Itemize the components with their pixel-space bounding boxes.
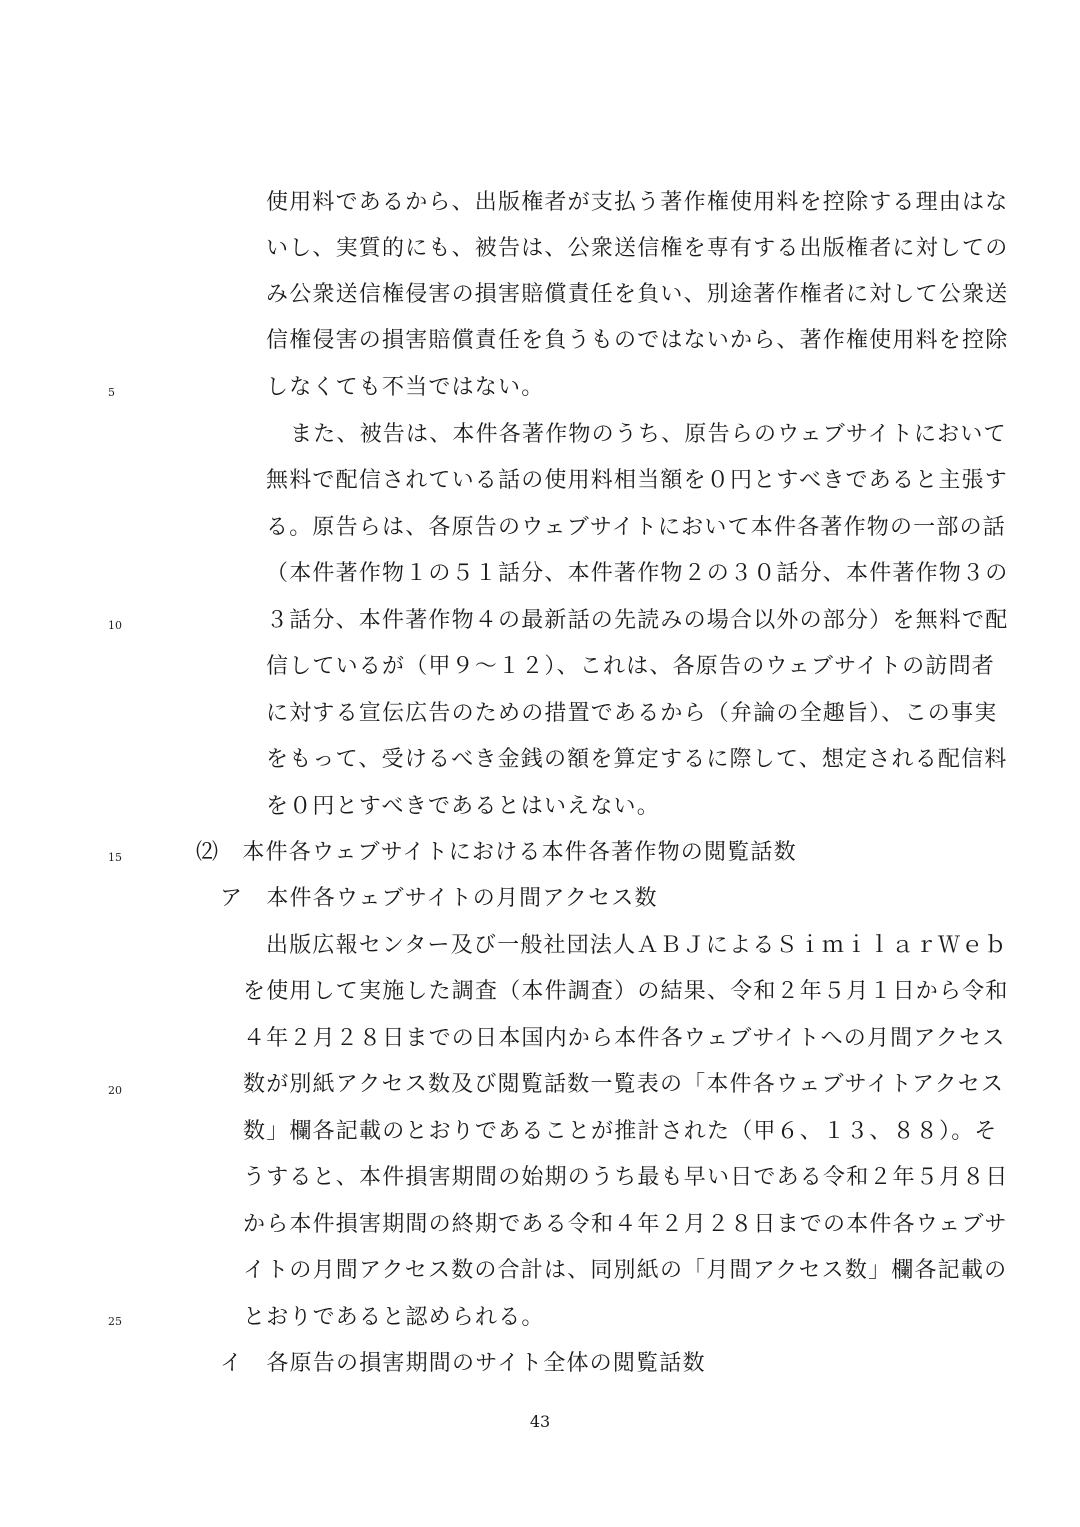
subsection-heading: イ 各原告の損害期間のサイト全体の閲覧話数 bbox=[220, 1351, 706, 1376]
body-line: ３話分、本件著作物４の最新話の先読みの場合以外の部分）を無料で配 bbox=[266, 608, 1009, 633]
body-line: み公衆送信権侵害の損害賠償責任を負い、別途著作権者に対して公衆送 bbox=[266, 282, 1009, 307]
body-line: 出版広報センター及び一般社団法人ＡＢＪによるＳｉｍｉｌａｒＷｅｂ bbox=[266, 933, 1008, 958]
body-line: る。原告らは、各原告のウェブサイトにおいて本件各著作物の一部の話 bbox=[266, 515, 1006, 540]
line-number: 10 bbox=[108, 619, 122, 632]
body-line: を使用して実施した調査（本件調査）の結果、令和２年５月１日から令和 bbox=[243, 979, 1009, 1004]
body-line: ４年２月２８日までの日本国内から本件各ウェブサイトへの月間アクセス bbox=[243, 1026, 1006, 1051]
body-line: 数が別紙アクセス数及び閲覧話数一覧表の「本件各ウェブサイトアクセス bbox=[243, 1072, 1005, 1097]
body-line: イトの月間アクセス数の合計は、同別紙の「月間アクセス数」欄各記載の bbox=[243, 1258, 1008, 1283]
body-line: （本件著作物１の５１話分、本件著作物２の３０話分、本件著作物３の bbox=[266, 561, 1009, 586]
body-line: 無料で配信されている話の使用料相当額を０円とすべきであると主張す bbox=[266, 468, 1008, 493]
body-line: いし、実質的にも、被告は、公衆送信権を専有する出版権者に対しての bbox=[266, 236, 1009, 261]
body-line: しなくても不当ではない。 bbox=[266, 375, 545, 400]
body-line: 信しているが（甲９～１２）、これは、各原告のウェブサイトの訪問者 bbox=[266, 654, 995, 679]
section-heading: ⑵ 本件各ウェブサイトにおける本件各著作物の閲覧話数 bbox=[196, 840, 797, 865]
line-number: 15 bbox=[108, 851, 122, 864]
line-number: 25 bbox=[108, 1315, 122, 1328]
body-line: 数」欄各記載のとおりであることが推計された（甲６、１３、８８）。そ bbox=[243, 1119, 998, 1144]
line-number: 20 bbox=[108, 1084, 122, 1097]
body-line: に対する宣伝広告のための措置であるから（弁論の全趣旨）、この事実 bbox=[266, 701, 998, 726]
page-number: 43 bbox=[529, 1412, 551, 1431]
body-line: から本件損害期間の終期である令和４年２月２８日までの本件各ウェブサ bbox=[243, 1212, 1008, 1237]
body-line: また、被告は、本件各著作物のうち、原告らのウェブサイトにおいて bbox=[290, 422, 1007, 447]
body-line: とおりであると認められる。 bbox=[243, 1305, 545, 1330]
body-line: 使用料であるから、出版権者が支払う著作権使用料を控除する理由はな bbox=[266, 190, 1009, 215]
body-line: 信権侵害の損害賠償責任を負うものではないから、著作権使用料を控除 bbox=[266, 328, 1009, 353]
subsection-heading: ア 本件各ウェブサイトの月間アクセス数 bbox=[220, 886, 658, 911]
body-line: をもって、受けるべき金銭の額を算定するに際して、想定される配信料 bbox=[266, 747, 1008, 772]
body-line: うすると、本件損害期間の始期のうち最も早い日である令和２年５月８日 bbox=[243, 1165, 1009, 1190]
line-number: 5 bbox=[108, 386, 115, 399]
body-line: を０円とすべきであるとはいえない。 bbox=[266, 794, 660, 819]
